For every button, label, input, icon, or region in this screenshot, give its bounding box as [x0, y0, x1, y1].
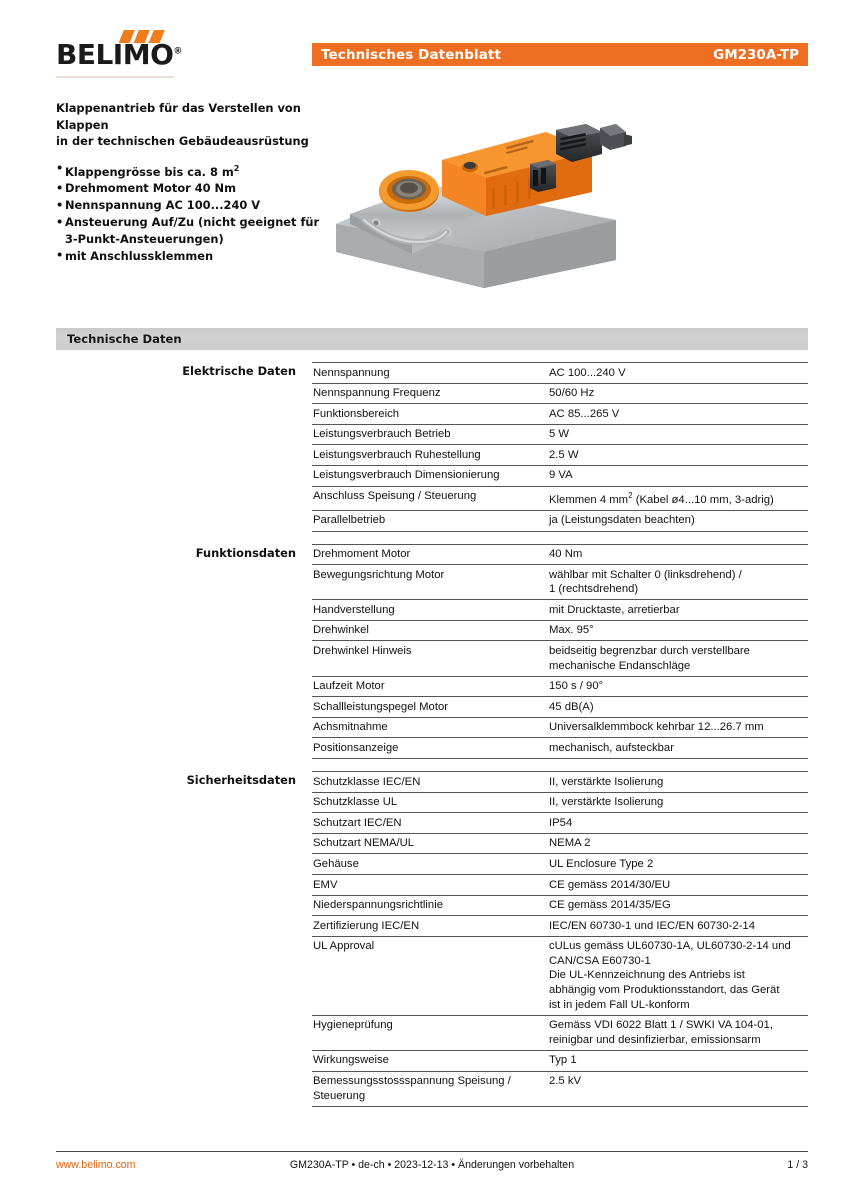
spec-value-line: Die UL-Kennzeichnung des Antriebs ist	[549, 969, 745, 982]
spec-row	[312, 425, 808, 446]
spec-value	[549, 836, 808, 851]
spec-row	[312, 363, 808, 384]
spec-row	[312, 916, 808, 937]
spec-value-line: Typ 1	[549, 1054, 577, 1067]
spec-value	[549, 775, 808, 790]
section-header-technische-daten	[56, 328, 808, 350]
spec-value-line: 2.5 W	[549, 448, 579, 461]
feature-bullet: • Ansteuerung Auf/Zu (nicht geeignet für 3-Punkt-Ansteuerungen)	[56, 214, 326, 247]
logo-trademark-icon: ®	[173, 46, 182, 57]
spec-value-line: mechanische Endanschläge	[549, 659, 691, 672]
spec-key: Parallelbetrieb	[313, 514, 386, 527]
spec-key: Anschluss Speisung / Steuerung	[313, 490, 477, 503]
spec-value	[549, 386, 808, 401]
logo-text: BELIMO	[56, 38, 174, 71]
spec-group	[56, 544, 808, 760]
spec-row	[312, 565, 808, 600]
document-title-bar	[312, 43, 808, 66]
spec-value-line: 50/60 Hz	[549, 387, 595, 400]
spec-value	[549, 603, 808, 618]
spec-group-label: Funktionsdaten	[195, 545, 296, 560]
spec-value-line: mechanisch, aufsteckbar	[549, 741, 674, 754]
spec-row	[312, 445, 808, 466]
product-description	[56, 100, 326, 150]
spec-value-line: 40 Nm	[549, 548, 583, 561]
spec-value-line: CAN/CSA E60730-1	[549, 954, 651, 967]
spec-row	[312, 834, 808, 855]
logo-wordmark	[56, 38, 182, 71]
description-line-1: Klappenantrieb für das Verstellen von Klappen	[56, 101, 301, 132]
spec-row	[312, 1072, 808, 1107]
document-type-label: Technisches Datenblatt	[321, 46, 502, 63]
spec-value	[549, 816, 808, 831]
spec-value	[549, 919, 808, 934]
spec-key: Leistungsverbrauch Betrieb	[313, 428, 451, 441]
spec-value-line: CE gemäss 2014/35/EG	[549, 899, 671, 912]
product-intro	[56, 100, 326, 265]
spec-row	[312, 738, 808, 759]
spec-value-line: beidseitig begrenzbar durch verstellbare	[549, 644, 750, 657]
spec-value	[549, 878, 808, 893]
spec-row	[312, 1016, 808, 1051]
spec-value	[549, 939, 808, 1012]
spec-key: Positionsanzeige	[313, 741, 399, 754]
spec-value-line: 1 (rechtsdrehend)	[549, 583, 639, 596]
spec-key: UL Approval	[313, 940, 375, 953]
spec-value-line: II, verstärkte Isolierung	[549, 775, 664, 788]
spec-value-line: CE gemäss 2014/30/EU	[549, 878, 671, 891]
spec-value-line: Universalklemmbock kehrbar 12...26.7 mm	[549, 721, 764, 734]
spec-value	[549, 547, 808, 562]
product-code-label: GM230A-TP	[713, 46, 799, 63]
spec-value	[549, 795, 808, 810]
spec-value	[549, 427, 808, 442]
spec-row	[312, 718, 808, 739]
page-header	[56, 28, 808, 88]
spec-key: Schallleistungspegel Motor	[313, 700, 449, 713]
section-title: Technische Daten	[67, 332, 182, 346]
spec-row	[312, 937, 808, 1016]
spec-value-line: ja (Leistungsdaten beachten)	[549, 514, 695, 527]
page-number: 1 / 3	[787, 1159, 808, 1171]
spec-key: Laufzeit Motor	[313, 680, 385, 693]
spec-row	[312, 384, 808, 405]
spec-key: Drehmoment Motor	[313, 548, 411, 561]
spec-row	[312, 854, 808, 875]
spec-group-label: Sicherheitsdaten	[186, 773, 296, 788]
spec-row	[312, 896, 808, 917]
spec-key: Schutzart NEMA/UL	[313, 837, 415, 850]
spec-value	[549, 720, 808, 735]
spec-row	[312, 545, 808, 566]
spec-value-line: cULus gemäss UL60730-1A, UL60730-2-14 und	[549, 940, 791, 953]
spec-value	[549, 1018, 808, 1047]
spec-row	[312, 772, 808, 793]
spec-row	[312, 641, 808, 676]
spec-row	[312, 1051, 808, 1072]
spec-value	[549, 366, 808, 381]
belimo-logo	[56, 30, 186, 82]
spec-value	[549, 448, 808, 463]
spec-key: Leistungsverbrauch Ruhestellung	[313, 448, 481, 461]
spec-value	[549, 898, 808, 913]
spec-value	[549, 741, 808, 756]
spec-key: Drehwinkel	[313, 624, 369, 637]
footer-document-info: GM230A-TP • de-ch • 2023-12-13 • Änderungen vorbehalten	[289, 1159, 575, 1171]
spec-value-line: II, verstärkte Isolierung	[549, 796, 664, 809]
spec-value	[549, 568, 808, 597]
spec-value-line: reinigbar und desinfizierbar, emissionsarm	[549, 1033, 761, 1046]
spec-row	[312, 813, 808, 834]
feature-bullet: • Drehmoment Motor 40 Nm	[56, 180, 326, 197]
spec-value-line: Gemäss VDI 6022 Blatt 1 / SWKI VA 104-01,	[549, 1019, 773, 1032]
spec-row	[312, 697, 808, 718]
belimo-website-link[interactable]: www.belimo.com	[56, 1159, 136, 1171]
spec-key: Nennspannung	[313, 366, 390, 379]
spec-row	[312, 875, 808, 896]
feature-bullet: • Nennspannung AC 100...240 V	[56, 197, 326, 214]
spec-value-line: UL Enclosure Type 2	[549, 857, 654, 870]
spec-value	[549, 644, 808, 673]
spec-value-line: AC 100...240 V	[549, 366, 626, 379]
spec-value-line: NEMA 2	[549, 837, 591, 850]
spec-key: Schutzklasse UL	[313, 796, 398, 809]
spec-value-line: IEC/EN 60730-1 und IEC/EN 60730-2-14	[549, 919, 755, 932]
spec-key: Funktionsbereich	[313, 407, 400, 420]
spec-key: Nennspannung Frequenz	[313, 387, 441, 400]
spec-key: Drehwinkel Hinweis	[313, 644, 412, 657]
spec-value	[549, 679, 808, 694]
spec-row	[312, 600, 808, 621]
spec-value	[549, 1074, 808, 1089]
spec-key: Leistungsverbrauch Dimensionierung	[313, 469, 500, 482]
logo-underline	[56, 76, 174, 78]
spec-value-line: Max. 95°	[549, 624, 594, 637]
product-photo	[334, 92, 634, 292]
spec-key: Bemessungsstossspannung Speisung / Steuerung	[313, 1075, 511, 1102]
spec-value	[549, 489, 808, 507]
spec-key: Gehäuse	[313, 857, 359, 870]
spec-value	[549, 513, 808, 528]
spec-value	[549, 700, 808, 715]
spec-row	[312, 511, 808, 532]
spec-value-line: wählbar mit Schalter 0 (linksdrehend) /	[549, 568, 742, 581]
feature-bullet: • Klappengrösse bis ca. 8 $m^2$	[56, 161, 326, 180]
actuator-illustration	[334, 92, 634, 292]
spec-row	[312, 404, 808, 425]
spec-key: Schutzart IEC/EN	[313, 816, 402, 829]
spec-value-line: mit Drucktaste, arretierbar	[549, 603, 680, 616]
spec-group-rows	[312, 771, 808, 1107]
spec-value-line: IP54	[549, 816, 573, 829]
spec-row	[312, 621, 808, 642]
footer-divider	[56, 1151, 808, 1152]
spec-value-line: Klemmen 4 $mm^2$ (Kabel ø4...10 mm, 3-adrig)	[549, 491, 774, 506]
spec-value	[549, 468, 808, 483]
spec-row	[312, 466, 808, 487]
spec-group-rows	[312, 544, 808, 760]
spec-key: Zertifizierung IEC/EN	[313, 919, 420, 932]
spec-group	[56, 771, 808, 1107]
description-line-2: in der technischen Gebäudeausrüstung	[56, 134, 309, 148]
page-footer	[56, 1159, 808, 1175]
spec-value-line: AC 85...265 V	[549, 407, 620, 420]
spec-key: Handverstellung	[313, 603, 395, 616]
spec-key: Wirkungsweise	[313, 1054, 389, 1067]
spec-group	[56, 362, 808, 532]
spec-value-line: 5 W	[549, 428, 570, 441]
spec-value	[549, 623, 808, 638]
spec-value-line: 150 s / 90°	[549, 680, 604, 693]
spec-value-line: 2.5 kV	[549, 1075, 582, 1088]
spec-key: Achsmitnahme	[313, 721, 388, 734]
feature-bullet: • mit Anschlussklemmen	[56, 248, 326, 265]
spec-value-line: 45 dB(A)	[549, 700, 594, 713]
spec-value-line: abhängig vom Produktionsstandort, das Gerät	[549, 984, 780, 997]
spec-group-label: Elektrische Daten	[182, 364, 296, 378]
spec-row	[312, 793, 808, 814]
spec-row	[312, 487, 808, 511]
specifications-table	[56, 362, 808, 1119]
spec-row	[312, 677, 808, 698]
spec-key: Schutzklasse IEC/EN	[313, 775, 421, 788]
spec-key: EMV	[313, 878, 338, 891]
spec-key: Hygieneprüfung	[313, 1019, 393, 1032]
spec-value-line: ist in jedem Fall UL-konform	[549, 998, 690, 1011]
spec-group-rows	[312, 362, 808, 532]
spec-value-line: 9 VA	[549, 469, 573, 482]
spec-value	[549, 407, 808, 422]
spec-value	[549, 857, 808, 872]
feature-bullet-list	[56, 161, 326, 265]
spec-key: Niederspannungsrichtlinie	[313, 899, 443, 912]
spec-value	[549, 1053, 808, 1068]
spec-key: Bewegungsrichtung Motor	[313, 568, 445, 581]
